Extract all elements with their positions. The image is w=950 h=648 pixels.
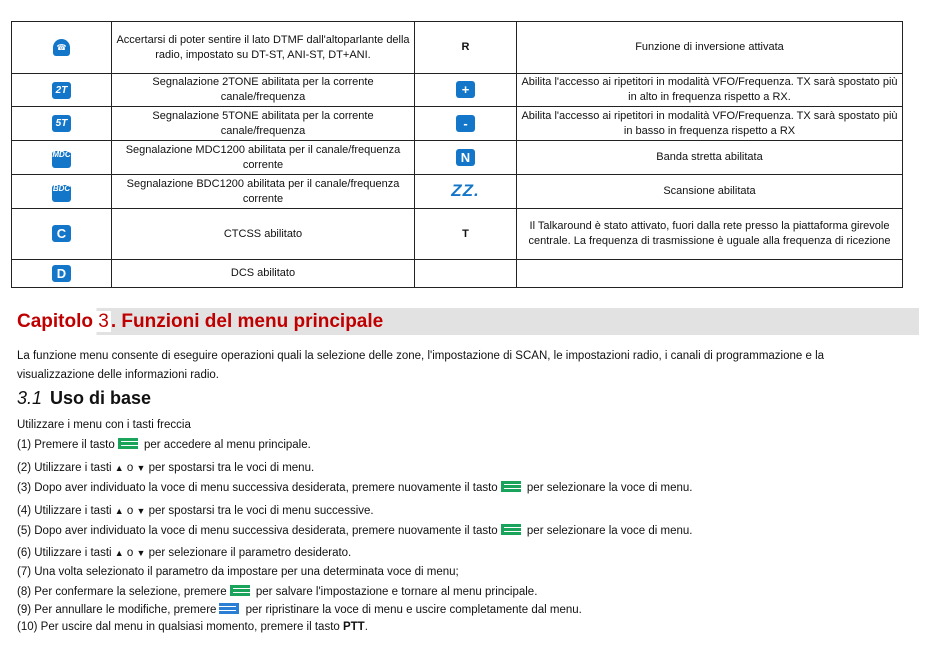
step-9: (9) Per annullare le modifiche, premere per ripristinare la voce di menu e uscire completamente dal menu. <box>17 604 582 616</box>
step-7: (7) Una volta selezionato il parametro da impostare per una determinata voce di menu; <box>17 566 459 578</box>
menu-key-icon <box>500 480 522 493</box>
description-cell: Accertarsi di poter sentire il lato DTMF dall'altoparlante della radio, impostato su DT-ST, ANI-ST, DT+ANI. <box>112 22 415 74</box>
icon-legend-table <box>11 21 903 288</box>
steps-lead: Utilizzare i menu con i tasti freccia <box>17 419 191 431</box>
description-cell: Segnalazione BDC1200 abilitata per il canale/frequenza corrente <box>112 175 415 209</box>
step-5: (5) Dopo aver individuato la voce di menu successiva desiderata, premere nuovamente il tasto per selezionare la voce di menu. <box>17 525 693 537</box>
description-cell: Funzione di inversione attivata <box>517 22 903 74</box>
description-cell: Abilita l'accesso ai ripetitori in modalità VFO/Frequenza. TX sarà spostato più in basso in frequenza rispetto a RX <box>517 107 903 141</box>
mdc-icon: MDC <box>52 151 71 168</box>
talkaround-indicator: T <box>462 227 469 240</box>
5tone-icon: 5T <box>52 115 71 132</box>
scan-icon: ZZ. <box>451 180 480 200</box>
step-4: (4) Utilizzare i tasti ▲ o ▼ per spostarsi tra le voci di menu successive. <box>17 505 374 517</box>
step-2: (2) Utilizzare i tasti ▲ o ▼ per spostarsi tra le voci di menu. <box>17 462 315 474</box>
empty-cell <box>415 260 517 288</box>
ptt-key-label: PTT <box>342 621 365 633</box>
table-row <box>12 141 903 175</box>
table-row <box>12 175 903 209</box>
arrow-down-icon: ▼ <box>136 548 146 558</box>
ctcss-icon: C <box>52 225 71 242</box>
table-row <box>12 22 903 74</box>
description-cell: Banda stretta abilitata <box>517 141 903 175</box>
table-row <box>12 107 903 141</box>
description-cell: Segnalazione 5TONE abilitata per la corrente canale/frequenza <box>112 107 415 141</box>
step-3: (3) Dopo aver individuato la voce di menu successiva desiderata, premere nuovamente il tasto per selezionare la voce di menu. <box>17 482 693 494</box>
arrow-up-icon: ▲ <box>114 548 124 558</box>
phone-dtmf-icon: ☎ <box>53 39 70 56</box>
dcs-icon: D <box>52 265 71 282</box>
section-heading: 3.1 Uso di base <box>17 388 152 408</box>
arrow-down-icon: ▼ <box>136 506 146 516</box>
icon-cell <box>415 22 517 74</box>
description-cell: Abilita l'accesso ai ripetitori in modalità VFO/Frequenza. TX sarà spostato più in alto in frequenza rispetto a RX. <box>517 74 903 107</box>
description-cell: Segnalazione 2TONE abilitata per la corrente canale/frequenza <box>112 74 415 107</box>
description-cell: Segnalazione MDC1200 abilitata per il canale/frequenza corrente <box>112 141 415 175</box>
menu-key-icon <box>229 584 251 597</box>
description-cell: Il Talkaround è stato attivato, fuori dalla rete presso la piattaforma girevole centrale. La frequenza di trasmissione è uguale alla frequenza di ricezione <box>517 209 903 260</box>
step-8: (8) Per confermare la selezione, premere per salvare l'impostazione e tornare al menu principale. <box>17 586 538 598</box>
arrow-down-icon: ▼ <box>136 463 146 473</box>
arrow-up-icon: ▲ <box>114 463 124 473</box>
plus-icon: + <box>456 81 475 98</box>
step-1: (1) Premere il tasto per accedere al menu principale. <box>17 439 311 451</box>
menu-key-icon <box>500 523 522 536</box>
table-row <box>12 209 903 260</box>
arrow-up-icon: ▲ <box>114 506 124 516</box>
back-key-icon <box>218 602 240 615</box>
reverse-indicator: R <box>461 41 470 53</box>
chapter-title: Capitolo 3 . Funzioni del menu principale <box>17 311 384 332</box>
minus-icon: - <box>456 115 475 132</box>
description-cell: Scansione abilitata <box>517 175 903 209</box>
table-row <box>12 260 903 288</box>
menu-key-icon <box>117 437 139 450</box>
2tone-icon: 2T <box>52 82 71 99</box>
intro-paragraph: La funzione menu consente di eseguire operazioni quali la selezione delle zone, l'impostazione di SCAN, le impostazioni radio, i canali di programmazione e la visualizzazione delle informazioni radio. <box>17 350 825 381</box>
icon-cell <box>12 22 112 74</box>
step-6: (6) Utilizzare i tasti ▲ o ▼ per selezionare il parametro desiderato. <box>17 547 352 559</box>
step-10: (10) Per uscire dal menu in qualsiasi momento, premere il tasto PTT. <box>17 621 368 633</box>
empty-cell <box>517 260 903 288</box>
description-cell: DCS abilitato <box>112 260 415 288</box>
narrow-band-icon: N <box>456 149 475 166</box>
bdc-icon: BDC <box>52 185 71 202</box>
table-row <box>12 74 903 107</box>
description-cell: CTCSS abilitato <box>112 209 415 260</box>
